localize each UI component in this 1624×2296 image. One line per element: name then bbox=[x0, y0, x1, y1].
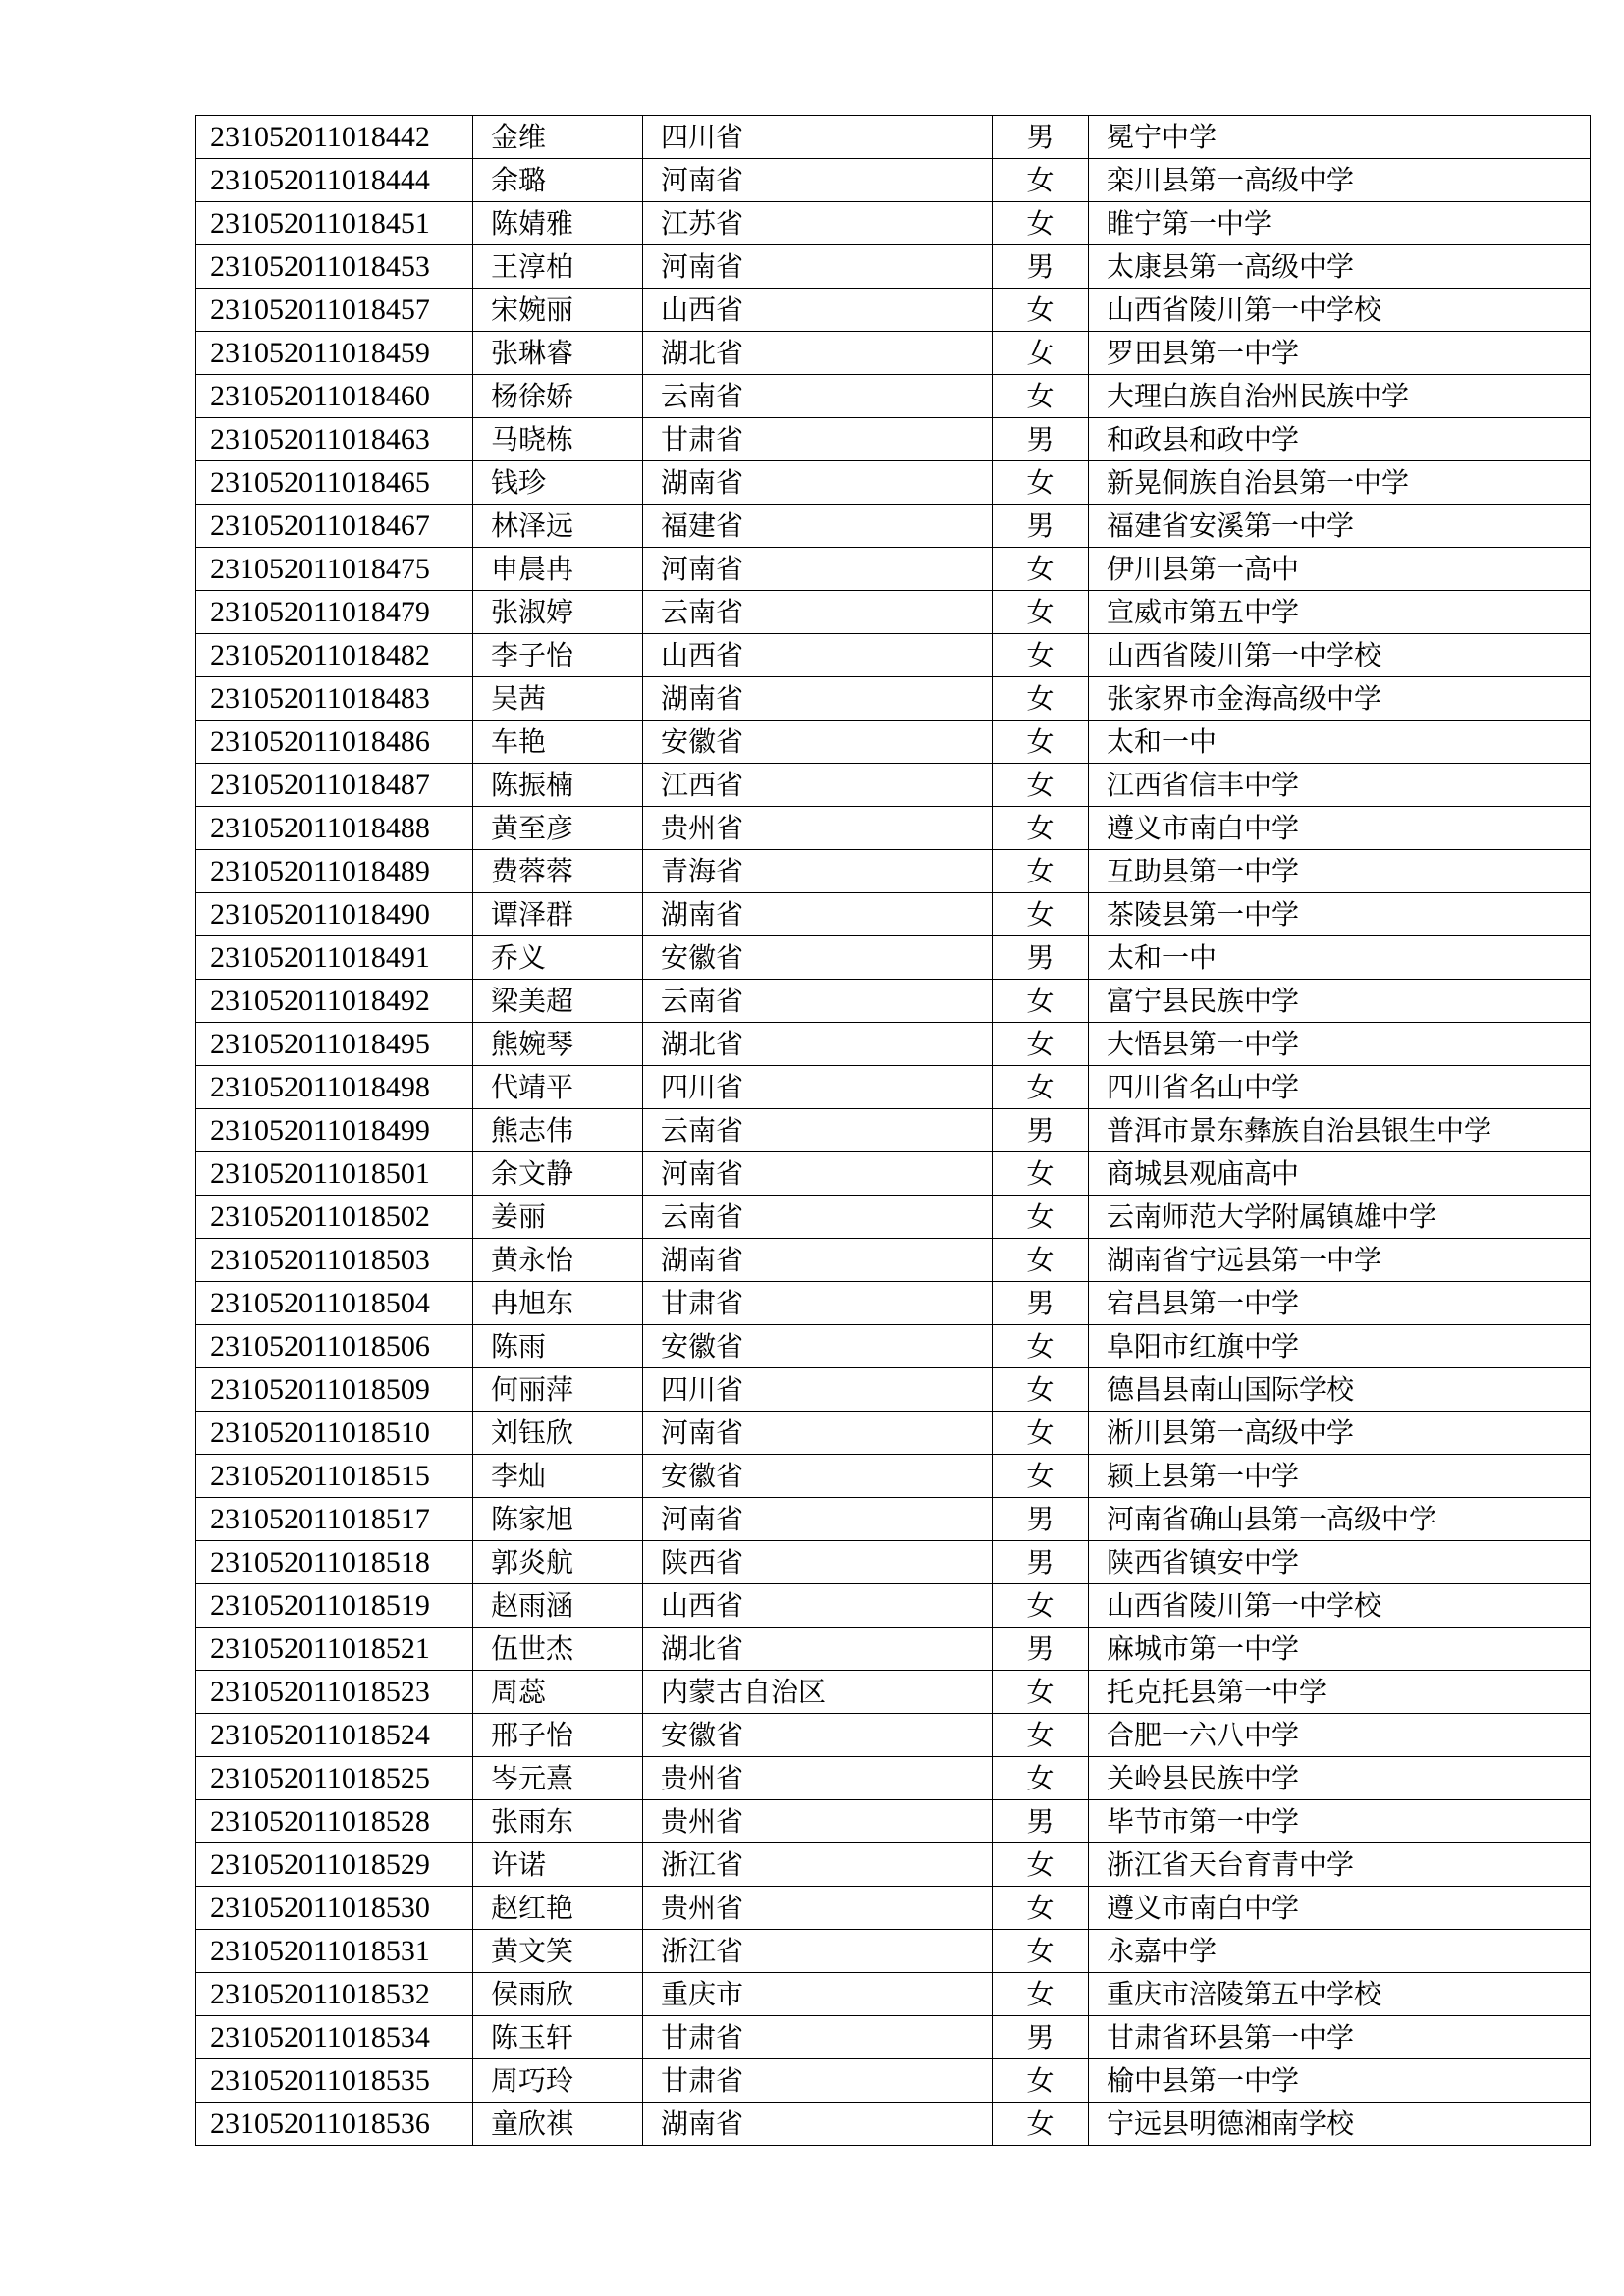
province-cell: 青海省 bbox=[643, 850, 993, 893]
gender-cell: 女 bbox=[993, 850, 1089, 893]
table-row bbox=[196, 1023, 1591, 1066]
province-cell: 江苏省 bbox=[643, 202, 993, 245]
school-cell: 新晃侗族自治县第一中学 bbox=[1089, 461, 1591, 505]
name-cell: 刘钰欣 bbox=[473, 1412, 643, 1455]
student-id-cell: 231052011018518 bbox=[196, 1541, 473, 1584]
table-row bbox=[196, 289, 1591, 332]
table-row bbox=[196, 418, 1591, 461]
student-id-cell: 231052011018529 bbox=[196, 1843, 473, 1887]
table-row bbox=[196, 1196, 1591, 1239]
name-cell: 陈雨 bbox=[473, 1325, 643, 1368]
name-cell: 谭泽群 bbox=[473, 893, 643, 936]
school-cell: 云南师范大学附属镇雄中学 bbox=[1089, 1196, 1591, 1239]
gender-cell: 女 bbox=[993, 2059, 1089, 2103]
gender-cell: 女 bbox=[993, 1714, 1089, 1757]
gender-cell: 女 bbox=[993, 202, 1089, 245]
table-row bbox=[196, 1714, 1591, 1757]
name-cell: 赵雨涵 bbox=[473, 1584, 643, 1628]
name-cell: 乔义 bbox=[473, 936, 643, 980]
name-cell: 梁美超 bbox=[473, 980, 643, 1023]
gender-cell: 女 bbox=[993, 634, 1089, 677]
table-row bbox=[196, 1584, 1591, 1628]
gender-cell: 男 bbox=[993, 418, 1089, 461]
province-cell: 甘肃省 bbox=[643, 1282, 993, 1325]
school-cell: 宁远县明德湘南学校 bbox=[1089, 2103, 1591, 2146]
school-cell: 冕宁中学 bbox=[1089, 116, 1591, 159]
gender-cell: 男 bbox=[993, 505, 1089, 548]
name-cell: 代靖平 bbox=[473, 1066, 643, 1109]
province-cell: 四川省 bbox=[643, 116, 993, 159]
gender-cell: 女 bbox=[993, 807, 1089, 850]
gender-cell: 女 bbox=[993, 591, 1089, 634]
student-id-cell: 231052011018489 bbox=[196, 850, 473, 893]
gender-cell: 男 bbox=[993, 1800, 1089, 1843]
student-id-cell: 231052011018506 bbox=[196, 1325, 473, 1368]
gender-cell: 女 bbox=[993, 1412, 1089, 1455]
gender-cell: 女 bbox=[993, 1066, 1089, 1109]
name-cell: 钱珍 bbox=[473, 461, 643, 505]
province-cell: 河南省 bbox=[643, 1412, 993, 1455]
school-cell: 四川省名山中学 bbox=[1089, 1066, 1591, 1109]
province-cell: 安徽省 bbox=[643, 1714, 993, 1757]
table-row bbox=[196, 1498, 1591, 1541]
name-cell: 赵红艳 bbox=[473, 1887, 643, 1930]
name-cell: 童欣祺 bbox=[473, 2103, 643, 2146]
province-cell: 甘肃省 bbox=[643, 2016, 993, 2059]
gender-cell: 女 bbox=[993, 461, 1089, 505]
school-cell: 互助县第一中学 bbox=[1089, 850, 1591, 893]
table-row bbox=[196, 1455, 1591, 1498]
student-id-cell: 231052011018486 bbox=[196, 721, 473, 764]
table-row bbox=[196, 2103, 1591, 2146]
student-id-cell: 231052011018534 bbox=[196, 2016, 473, 2059]
table-row bbox=[196, 461, 1591, 505]
province-cell: 云南省 bbox=[643, 591, 993, 634]
gender-cell: 女 bbox=[993, 1671, 1089, 1714]
province-cell: 山西省 bbox=[643, 1584, 993, 1628]
gender-cell: 女 bbox=[993, 1152, 1089, 1196]
school-cell: 伊川县第一高中 bbox=[1089, 548, 1591, 591]
student-id-cell: 231052011018515 bbox=[196, 1455, 473, 1498]
name-cell: 伍世杰 bbox=[473, 1628, 643, 1671]
table-body bbox=[196, 116, 1591, 2146]
province-cell: 湖南省 bbox=[643, 1239, 993, 1282]
province-cell: 内蒙古自治区 bbox=[643, 1671, 993, 1714]
province-cell: 湖南省 bbox=[643, 677, 993, 721]
province-cell: 贵州省 bbox=[643, 807, 993, 850]
province-cell: 河南省 bbox=[643, 1498, 993, 1541]
name-cell: 陈家旭 bbox=[473, 1498, 643, 1541]
province-cell: 贵州省 bbox=[643, 1887, 993, 1930]
table-row bbox=[196, 245, 1591, 289]
table-row bbox=[196, 1973, 1591, 2016]
province-cell: 安徽省 bbox=[643, 721, 993, 764]
student-id-cell: 231052011018475 bbox=[196, 548, 473, 591]
table-row bbox=[196, 375, 1591, 418]
table-row bbox=[196, 2059, 1591, 2103]
name-cell: 周蕊 bbox=[473, 1671, 643, 1714]
gender-cell: 女 bbox=[993, 721, 1089, 764]
student-id-cell: 231052011018451 bbox=[196, 202, 473, 245]
table-row bbox=[196, 1887, 1591, 1930]
student-id-cell: 231052011018459 bbox=[196, 332, 473, 375]
school-cell: 榆中县第一中学 bbox=[1089, 2059, 1591, 2103]
table-row bbox=[196, 2016, 1591, 2059]
gender-cell: 女 bbox=[993, 1325, 1089, 1368]
province-cell: 江西省 bbox=[643, 764, 993, 807]
name-cell: 余璐 bbox=[473, 159, 643, 202]
table-row bbox=[196, 548, 1591, 591]
table-row bbox=[196, 1325, 1591, 1368]
name-cell: 许诺 bbox=[473, 1843, 643, 1887]
province-cell: 重庆市 bbox=[643, 1973, 993, 2016]
student-id-cell: 231052011018530 bbox=[196, 1887, 473, 1930]
name-cell: 费蓉蓉 bbox=[473, 850, 643, 893]
gender-cell: 女 bbox=[993, 1368, 1089, 1412]
province-cell: 四川省 bbox=[643, 1368, 993, 1412]
student-id-cell: 231052011018528 bbox=[196, 1800, 473, 1843]
school-cell: 湖南省宁远县第一中学 bbox=[1089, 1239, 1591, 1282]
student-id-cell: 231052011018536 bbox=[196, 2103, 473, 2146]
table-row bbox=[196, 634, 1591, 677]
school-cell: 商城县观庙高中 bbox=[1089, 1152, 1591, 1196]
gender-cell: 女 bbox=[993, 1196, 1089, 1239]
table-row bbox=[196, 1800, 1591, 1843]
gender-cell: 女 bbox=[993, 2103, 1089, 2146]
gender-cell: 男 bbox=[993, 1628, 1089, 1671]
name-cell: 黄文笑 bbox=[473, 1930, 643, 1973]
gender-cell: 女 bbox=[993, 893, 1089, 936]
student-id-cell: 231052011018519 bbox=[196, 1584, 473, 1628]
gender-cell: 女 bbox=[993, 764, 1089, 807]
table-row bbox=[196, 677, 1591, 721]
province-cell: 云南省 bbox=[643, 375, 993, 418]
table-row bbox=[196, 1152, 1591, 1196]
gender-cell: 女 bbox=[993, 1023, 1089, 1066]
student-id-cell: 231052011018521 bbox=[196, 1628, 473, 1671]
school-cell: 浙江省天台育青中学 bbox=[1089, 1843, 1591, 1887]
gender-cell: 女 bbox=[993, 1843, 1089, 1887]
school-cell: 甘肃省环县第一中学 bbox=[1089, 2016, 1591, 2059]
name-cell: 周巧玲 bbox=[473, 2059, 643, 2103]
table-row bbox=[196, 591, 1591, 634]
school-cell: 重庆市涪陵第五中学校 bbox=[1089, 1973, 1591, 2016]
name-cell: 张琳睿 bbox=[473, 332, 643, 375]
student-id-cell: 231052011018523 bbox=[196, 1671, 473, 1714]
name-cell: 熊婉琴 bbox=[473, 1023, 643, 1066]
school-cell: 福建省安溪第一中学 bbox=[1089, 505, 1591, 548]
name-cell: 余文静 bbox=[473, 1152, 643, 1196]
student-id-cell: 231052011018503 bbox=[196, 1239, 473, 1282]
school-cell: 罗田县第一中学 bbox=[1089, 332, 1591, 375]
province-cell: 河南省 bbox=[643, 548, 993, 591]
school-cell: 宕昌县第一中学 bbox=[1089, 1282, 1591, 1325]
school-cell: 遵义市南白中学 bbox=[1089, 807, 1591, 850]
gender-cell: 男 bbox=[993, 1498, 1089, 1541]
name-cell: 王淳柏 bbox=[473, 245, 643, 289]
name-cell: 申晨冉 bbox=[473, 548, 643, 591]
admission-list-table bbox=[195, 115, 1591, 2146]
gender-cell: 女 bbox=[993, 1239, 1089, 1282]
student-id-cell: 231052011018499 bbox=[196, 1109, 473, 1152]
province-cell: 湖北省 bbox=[643, 1628, 993, 1671]
table-row bbox=[196, 1412, 1591, 1455]
gender-cell: 女 bbox=[993, 677, 1089, 721]
student-id-cell: 231052011018495 bbox=[196, 1023, 473, 1066]
school-cell: 富宁县民族中学 bbox=[1089, 980, 1591, 1023]
province-cell: 河南省 bbox=[643, 1152, 993, 1196]
name-cell: 宋婉丽 bbox=[473, 289, 643, 332]
student-id-cell: 231052011018444 bbox=[196, 159, 473, 202]
province-cell: 浙江省 bbox=[643, 1843, 993, 1887]
school-cell: 大理白族自治州民族中学 bbox=[1089, 375, 1591, 418]
name-cell: 陈婧雅 bbox=[473, 202, 643, 245]
student-id-cell: 231052011018460 bbox=[196, 375, 473, 418]
student-id-cell: 231052011018482 bbox=[196, 634, 473, 677]
name-cell: 吴茜 bbox=[473, 677, 643, 721]
school-cell: 颍上县第一中学 bbox=[1089, 1455, 1591, 1498]
table-row bbox=[196, 721, 1591, 764]
province-cell: 福建省 bbox=[643, 505, 993, 548]
table-row bbox=[196, 807, 1591, 850]
gender-cell: 男 bbox=[993, 936, 1089, 980]
table-row bbox=[196, 332, 1591, 375]
province-cell: 湖北省 bbox=[643, 1023, 993, 1066]
student-id-cell: 231052011018531 bbox=[196, 1930, 473, 1973]
province-cell: 山西省 bbox=[643, 634, 993, 677]
name-cell: 黄至彦 bbox=[473, 807, 643, 850]
table-row bbox=[196, 1843, 1591, 1887]
province-cell: 湖南省 bbox=[643, 461, 993, 505]
name-cell: 张雨东 bbox=[473, 1800, 643, 1843]
student-id-cell: 231052011018465 bbox=[196, 461, 473, 505]
student-id-cell: 231052011018524 bbox=[196, 1714, 473, 1757]
province-cell: 贵州省 bbox=[643, 1757, 993, 1800]
school-cell: 麻城市第一中学 bbox=[1089, 1628, 1591, 1671]
gender-cell: 男 bbox=[993, 2016, 1089, 2059]
name-cell: 侯雨欣 bbox=[473, 1973, 643, 2016]
table-row bbox=[196, 202, 1591, 245]
school-cell: 张家界市金海高级中学 bbox=[1089, 677, 1591, 721]
school-cell: 毕节市第一中学 bbox=[1089, 1800, 1591, 1843]
name-cell: 岑元熹 bbox=[473, 1757, 643, 1800]
table-row bbox=[196, 1066, 1591, 1109]
school-cell: 和政县和政中学 bbox=[1089, 418, 1591, 461]
school-cell: 大悟县第一中学 bbox=[1089, 1023, 1591, 1066]
student-id-cell: 231052011018491 bbox=[196, 936, 473, 980]
name-cell: 邢子怡 bbox=[473, 1714, 643, 1757]
province-cell: 湖南省 bbox=[643, 2103, 993, 2146]
table-row bbox=[196, 159, 1591, 202]
school-cell: 江西省信丰中学 bbox=[1089, 764, 1591, 807]
table-row bbox=[196, 1757, 1591, 1800]
name-cell: 马晓栋 bbox=[473, 418, 643, 461]
table-row bbox=[196, 1628, 1591, 1671]
gender-cell: 女 bbox=[993, 980, 1089, 1023]
table-row bbox=[196, 1239, 1591, 1282]
school-cell: 陕西省镇安中学 bbox=[1089, 1541, 1591, 1584]
gender-cell: 女 bbox=[993, 1930, 1089, 1973]
school-cell: 德昌县南山国际学校 bbox=[1089, 1368, 1591, 1412]
gender-cell: 女 bbox=[993, 375, 1089, 418]
school-cell: 淅川县第一高级中学 bbox=[1089, 1412, 1591, 1455]
school-cell: 宣威市第五中学 bbox=[1089, 591, 1591, 634]
student-id-cell: 231052011018453 bbox=[196, 245, 473, 289]
table-row bbox=[196, 1109, 1591, 1152]
student-id-cell: 231052011018532 bbox=[196, 1973, 473, 2016]
gender-cell: 女 bbox=[993, 1757, 1089, 1800]
student-id-cell: 231052011018525 bbox=[196, 1757, 473, 1800]
province-cell: 浙江省 bbox=[643, 1930, 993, 1973]
student-id-cell: 231052011018517 bbox=[196, 1498, 473, 1541]
gender-cell: 女 bbox=[993, 159, 1089, 202]
student-id-cell: 231052011018479 bbox=[196, 591, 473, 634]
name-cell: 黄永怡 bbox=[473, 1239, 643, 1282]
student-id-cell: 231052011018509 bbox=[196, 1368, 473, 1412]
gender-cell: 女 bbox=[993, 548, 1089, 591]
table-row bbox=[196, 1671, 1591, 1714]
student-id-cell: 231052011018535 bbox=[196, 2059, 473, 2103]
table-row bbox=[196, 1282, 1591, 1325]
province-cell: 甘肃省 bbox=[643, 2059, 993, 2103]
school-cell: 茶陵县第一中学 bbox=[1089, 893, 1591, 936]
name-cell: 郭炎航 bbox=[473, 1541, 643, 1584]
province-cell: 四川省 bbox=[643, 1066, 993, 1109]
name-cell: 陈振楠 bbox=[473, 764, 643, 807]
name-cell: 林泽远 bbox=[473, 505, 643, 548]
name-cell: 姜丽 bbox=[473, 1196, 643, 1239]
province-cell: 湖北省 bbox=[643, 332, 993, 375]
student-id-cell: 231052011018501 bbox=[196, 1152, 473, 1196]
table-row bbox=[196, 116, 1591, 159]
table-row bbox=[196, 980, 1591, 1023]
gender-cell: 男 bbox=[993, 1541, 1089, 1584]
name-cell: 李灿 bbox=[473, 1455, 643, 1498]
gender-cell: 女 bbox=[993, 1973, 1089, 2016]
table-row bbox=[196, 850, 1591, 893]
name-cell: 金维 bbox=[473, 116, 643, 159]
province-cell: 安徽省 bbox=[643, 936, 993, 980]
name-cell: 何丽萍 bbox=[473, 1368, 643, 1412]
school-cell: 阜阳市红旗中学 bbox=[1089, 1325, 1591, 1368]
province-cell: 云南省 bbox=[643, 1109, 993, 1152]
school-cell: 睢宁第一中学 bbox=[1089, 202, 1591, 245]
school-cell: 太康县第一高级中学 bbox=[1089, 245, 1591, 289]
student-id-cell: 231052011018510 bbox=[196, 1412, 473, 1455]
school-cell: 合肥一六八中学 bbox=[1089, 1714, 1591, 1757]
table-row bbox=[196, 936, 1591, 980]
table-row bbox=[196, 1368, 1591, 1412]
gender-cell: 女 bbox=[993, 1887, 1089, 1930]
province-cell: 安徽省 bbox=[643, 1325, 993, 1368]
gender-cell: 女 bbox=[993, 1455, 1089, 1498]
student-id-cell: 231052011018502 bbox=[196, 1196, 473, 1239]
student-id-cell: 231052011018504 bbox=[196, 1282, 473, 1325]
name-cell: 张淑婷 bbox=[473, 591, 643, 634]
table-row bbox=[196, 1930, 1591, 1973]
table-row bbox=[196, 764, 1591, 807]
province-cell: 云南省 bbox=[643, 980, 993, 1023]
school-cell: 托克托县第一中学 bbox=[1089, 1671, 1591, 1714]
province-cell: 甘肃省 bbox=[643, 418, 993, 461]
province-cell: 湖南省 bbox=[643, 893, 993, 936]
name-cell: 陈玉轩 bbox=[473, 2016, 643, 2059]
student-id-cell: 231052011018490 bbox=[196, 893, 473, 936]
province-cell: 河南省 bbox=[643, 245, 993, 289]
school-cell: 关岭县民族中学 bbox=[1089, 1757, 1591, 1800]
province-cell: 河南省 bbox=[643, 159, 993, 202]
school-cell: 太和一中 bbox=[1089, 721, 1591, 764]
school-cell: 太和一中 bbox=[1089, 936, 1591, 980]
gender-cell: 女 bbox=[993, 1584, 1089, 1628]
gender-cell: 男 bbox=[993, 1282, 1089, 1325]
student-id-cell: 231052011018463 bbox=[196, 418, 473, 461]
gender-cell: 女 bbox=[993, 332, 1089, 375]
student-id-cell: 231052011018442 bbox=[196, 116, 473, 159]
table-row bbox=[196, 893, 1591, 936]
province-cell: 贵州省 bbox=[643, 1800, 993, 1843]
school-cell: 栾川县第一高级中学 bbox=[1089, 159, 1591, 202]
gender-cell: 男 bbox=[993, 116, 1089, 159]
province-cell: 山西省 bbox=[643, 289, 993, 332]
province-cell: 云南省 bbox=[643, 1196, 993, 1239]
school-cell: 山西省陵川第一中学校 bbox=[1089, 289, 1591, 332]
student-id-cell: 231052011018488 bbox=[196, 807, 473, 850]
gender-cell: 男 bbox=[993, 245, 1089, 289]
school-cell: 河南省确山县第一高级中学 bbox=[1089, 1498, 1591, 1541]
gender-cell: 女 bbox=[993, 289, 1089, 332]
name-cell: 冉旭东 bbox=[473, 1282, 643, 1325]
school-cell: 普洱市景东彝族自治县银生中学 bbox=[1089, 1109, 1591, 1152]
school-cell: 山西省陵川第一中学校 bbox=[1089, 1584, 1591, 1628]
school-cell: 山西省陵川第一中学校 bbox=[1089, 634, 1591, 677]
name-cell: 车艳 bbox=[473, 721, 643, 764]
school-cell: 遵义市南白中学 bbox=[1089, 1887, 1591, 1930]
name-cell: 杨徐娇 bbox=[473, 375, 643, 418]
table-row bbox=[196, 505, 1591, 548]
student-id-cell: 231052011018492 bbox=[196, 980, 473, 1023]
student-id-cell: 231052011018457 bbox=[196, 289, 473, 332]
name-cell: 李子怡 bbox=[473, 634, 643, 677]
province-cell: 安徽省 bbox=[643, 1455, 993, 1498]
student-id-cell: 231052011018498 bbox=[196, 1066, 473, 1109]
student-id-cell: 231052011018487 bbox=[196, 764, 473, 807]
gender-cell: 男 bbox=[993, 1109, 1089, 1152]
student-id-cell: 231052011018467 bbox=[196, 505, 473, 548]
student-id-cell: 231052011018483 bbox=[196, 677, 473, 721]
school-cell: 永嘉中学 bbox=[1089, 1930, 1591, 1973]
province-cell: 陕西省 bbox=[643, 1541, 993, 1584]
name-cell: 熊志伟 bbox=[473, 1109, 643, 1152]
table-row bbox=[196, 1541, 1591, 1584]
